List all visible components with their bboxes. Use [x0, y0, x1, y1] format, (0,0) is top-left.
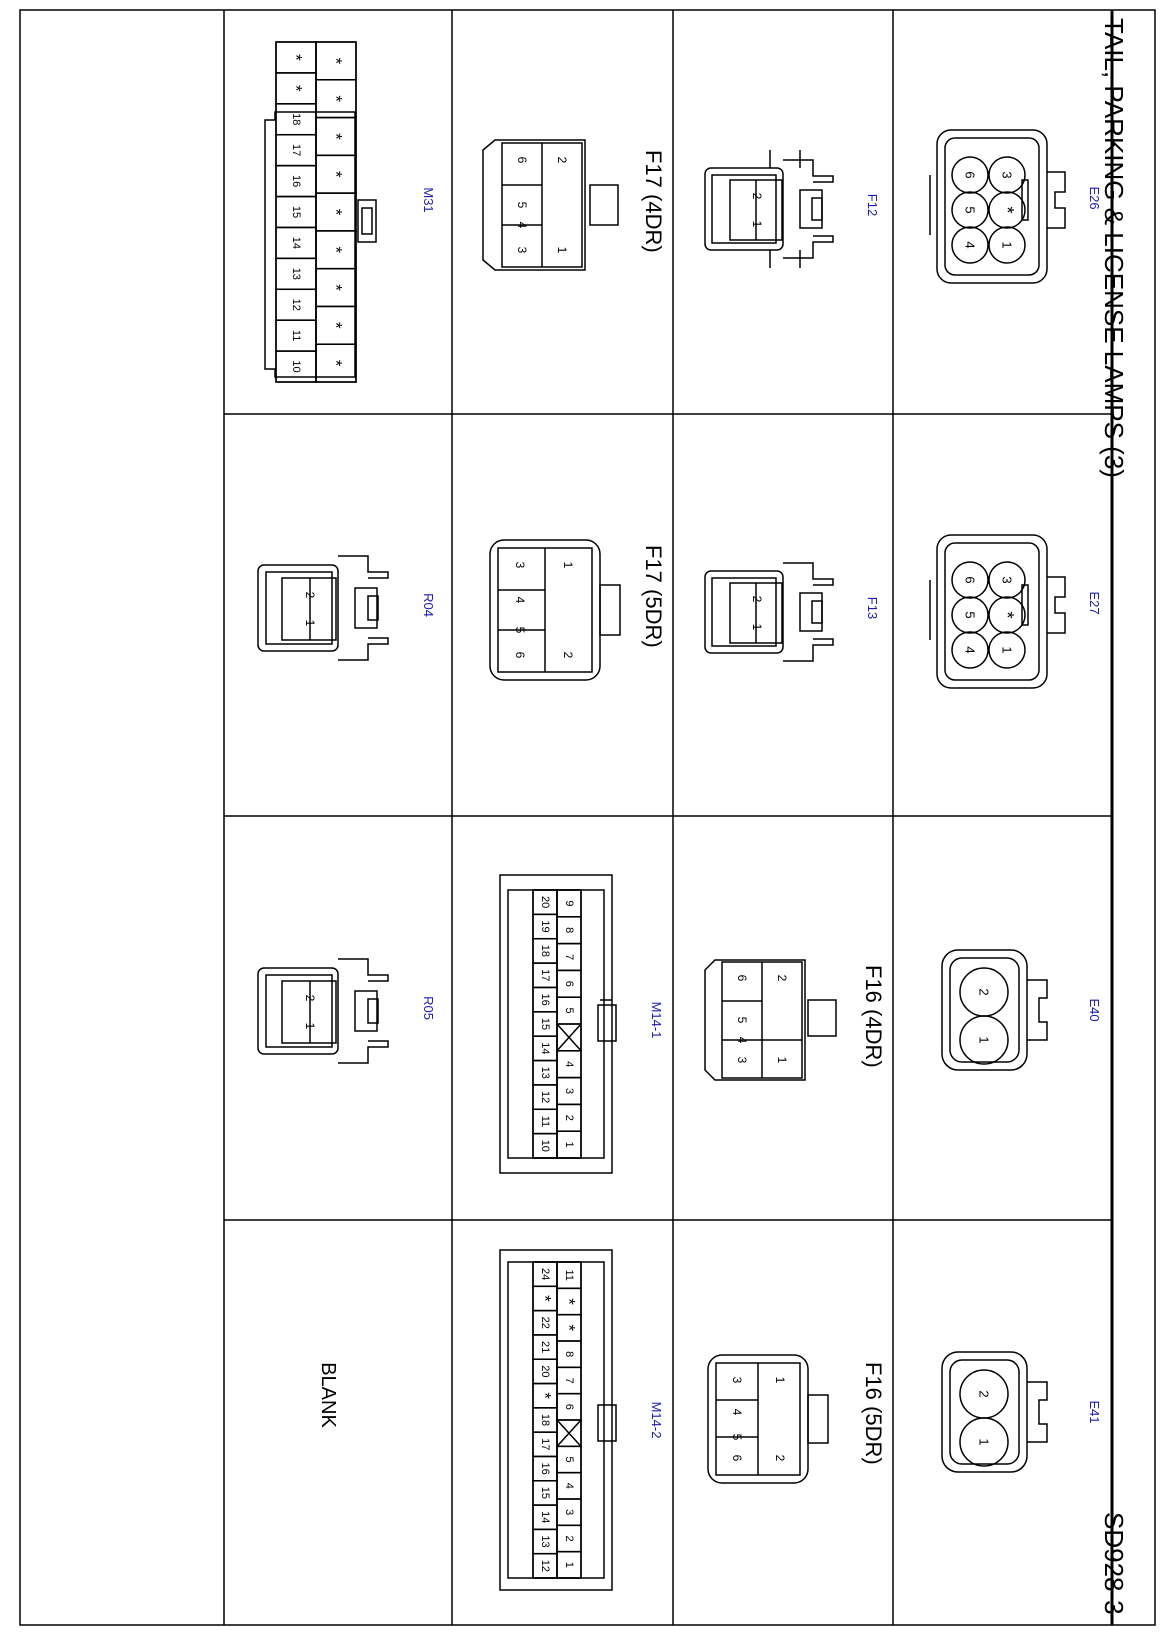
pin-label: 2: [750, 595, 764, 603]
pin-label: 10: [539, 1139, 551, 1152]
pin-label: 19: [539, 920, 551, 933]
pin-label: *: [326, 57, 346, 65]
pin-label: *: [326, 284, 346, 291]
connector-f16-5dr: [708, 1355, 886, 1483]
pin-label: 6: [513, 651, 527, 659]
page-title: TAIL, PARKING & LICENSE LAMPS (3): [1098, 18, 1129, 478]
pin-label: 12: [539, 1090, 551, 1104]
pin-label: 4: [513, 596, 527, 604]
pin-label: 3: [563, 1087, 575, 1095]
pin-label: 1: [775, 1056, 789, 1064]
pin-cells: [533, 890, 581, 1158]
connector-label-e26: E26: [1087, 186, 1102, 210]
pin-label: 24: [539, 1268, 551, 1281]
connector-f12: [705, 150, 880, 268]
pin-label: *: [326, 246, 346, 254]
pin-label: 6: [962, 171, 978, 179]
pin-label: 4: [962, 241, 978, 249]
connector-r04: [258, 556, 436, 660]
pin-label: *: [559, 1298, 579, 1305]
connector-label-f16-5dr: F16 (5DR): [861, 1362, 886, 1465]
pin-label: 8: [563, 1351, 575, 1358]
connector-label-m14-2: M14-2: [649, 1401, 664, 1439]
pin-label: 12: [290, 298, 302, 311]
pin-label: 16: [290, 174, 302, 188]
pin-label: *: [997, 206, 1017, 214]
pin-label: 4: [962, 646, 978, 654]
pin-label: 1: [563, 1141, 575, 1148]
pin-label: 1: [999, 241, 1015, 249]
connector-m31: [265, 42, 436, 382]
pin-label: 5: [563, 1456, 575, 1463]
pin-label: *: [997, 611, 1017, 619]
connector-label-e40: E40: [1087, 998, 1102, 1022]
pin-label: 11: [290, 329, 302, 342]
pin-label: 13: [290, 267, 302, 280]
connector-e27: [930, 535, 1102, 688]
pin-label: 1: [976, 1036, 992, 1044]
pin-cells: [276, 42, 356, 382]
pin-label: 4: [515, 221, 529, 229]
pin-label: 5: [962, 611, 978, 619]
connector-label-e41: E41: [1087, 1400, 1102, 1424]
page-frame: [20, 10, 1155, 1625]
pin-label: 9: [563, 900, 575, 907]
pin-label: 6: [730, 1454, 744, 1462]
connector-label-r05: R05: [421, 996, 436, 1020]
pin-label: 6: [563, 980, 575, 987]
pin-label: 1: [303, 1022, 317, 1030]
pin-label: 1: [750, 623, 764, 631]
pin-label: *: [326, 322, 346, 329]
pin-label: 21: [539, 1340, 551, 1354]
cross-mark: [557, 1024, 581, 1051]
pin-label: 15: [539, 1486, 551, 1500]
pin-label: 2: [563, 1114, 575, 1121]
pin-label: 1: [999, 646, 1015, 654]
pin-label: 20: [539, 896, 551, 909]
connector-e40: [942, 950, 1102, 1070]
pin-label: 2: [303, 591, 317, 599]
pin-label: 20: [539, 1365, 551, 1378]
pin-label: 7: [563, 953, 575, 961]
pin-label: 4: [563, 1061, 575, 1068]
pin-label: 18: [539, 1413, 551, 1427]
pin-label: 2: [976, 988, 992, 996]
pin-label: 11: [539, 1115, 551, 1128]
pin-label: 2: [976, 1390, 992, 1398]
connector-r05: [258, 959, 436, 1063]
pin-label: *: [559, 1324, 579, 1332]
pin-label: 2: [561, 651, 575, 659]
pin-label: 3: [515, 246, 529, 254]
pin-label: 5: [735, 1016, 749, 1024]
pin-label: *: [535, 1392, 555, 1400]
pin-label: *: [286, 85, 306, 92]
pin-label: 6: [962, 576, 978, 584]
pin-label: 5: [513, 626, 527, 634]
pin-label: 3: [735, 1056, 749, 1064]
pin-label: *: [535, 1295, 555, 1302]
pin-label: 16: [539, 993, 551, 1006]
pin-label: 3: [730, 1376, 744, 1384]
pin-label: 1: [303, 619, 317, 627]
pin-label: 6: [563, 1403, 575, 1410]
pin-label: 6: [735, 974, 749, 982]
pin-label: 1: [773, 1376, 787, 1384]
connector-label-f17-5dr: F17 (5DR): [641, 545, 666, 648]
pin-label: 4: [730, 1408, 744, 1416]
pin-label: 18: [290, 113, 302, 126]
pin-label: 2: [773, 1454, 787, 1462]
pin-label: 17: [539, 1438, 551, 1451]
pin-label: 2: [563, 1535, 575, 1542]
connector-label-e27: E27: [1087, 591, 1102, 615]
pin-label: 5: [563, 1007, 575, 1014]
grid: [20, 10, 1155, 1625]
pin-label: 4: [735, 1036, 749, 1044]
pin-label: 2: [303, 994, 317, 1002]
pin-label: *: [326, 170, 346, 178]
pin-label: 1: [563, 1561, 575, 1568]
connector-f13: [705, 563, 880, 661]
pin-label: 1: [555, 246, 569, 254]
connector-label-f17-4dr: F17 (4DR): [641, 150, 666, 253]
pin-label: 7: [563, 1377, 575, 1384]
sheet-code: SD928-3: [1098, 1512, 1129, 1615]
pin-label: *: [326, 359, 346, 367]
pin-label: *: [286, 54, 306, 61]
connector-e41: [942, 1352, 1102, 1472]
pin-label: 3: [513, 561, 527, 569]
pin-label: 2: [555, 156, 569, 164]
cross-mark: [557, 1420, 581, 1446]
pin-label: 5: [730, 1433, 744, 1441]
pin-label: 11: [563, 1269, 575, 1281]
pin-label: 3: [563, 1509, 575, 1516]
pin-label: 2: [750, 192, 764, 200]
connector-f16-4dr: [705, 960, 886, 1080]
blank-label: BLANK: [317, 1362, 339, 1428]
pin-label: *: [326, 208, 346, 216]
pin-label: 22: [539, 1316, 551, 1329]
pin-label: 16: [539, 1462, 551, 1475]
connector-label-f13: F13: [865, 596, 880, 620]
pin-label: 13: [539, 1066, 551, 1079]
pin-label: 17: [290, 144, 302, 157]
pin-label: 5: [515, 201, 529, 209]
pin-label: 1: [750, 220, 764, 228]
pin-label: 3: [999, 576, 1015, 584]
pin-label: 15: [290, 205, 302, 219]
pin-label: 8: [563, 927, 575, 934]
pin-label: 12: [539, 1559, 551, 1572]
pin-label: *: [326, 95, 346, 102]
pin-label: 4: [563, 1482, 575, 1489]
pin-label: 15: [539, 1017, 551, 1031]
pin-label: 10: [290, 360, 302, 373]
pin-label: 13: [539, 1535, 551, 1548]
pin-label: 2: [775, 974, 789, 982]
pin-label: 14: [539, 1511, 551, 1524]
pin-label: *: [326, 133, 346, 140]
connector-e26: [930, 130, 1102, 283]
connector-m14-2: [500, 1250, 664, 1590]
pin-label: 6: [515, 156, 529, 164]
connector-f17-5dr: [490, 540, 666, 680]
pin-label: 1: [976, 1438, 992, 1446]
pin-label: 3: [999, 171, 1015, 179]
pin-label: 17: [539, 969, 551, 982]
connector-label-f12: F12: [865, 193, 880, 217]
pin-label: 5: [962, 206, 978, 214]
connector-f17-4dr: [483, 140, 666, 270]
connector-label-m31: M31: [421, 187, 436, 213]
connector-label-r04: R04: [421, 593, 436, 617]
pin-cells: [533, 1262, 581, 1578]
pin-label: 14: [539, 1042, 551, 1055]
pin-label: 18: [539, 944, 551, 958]
pin-label: 14: [290, 236, 302, 250]
connector-m14-1: [500, 875, 664, 1173]
pin-label: 1: [561, 561, 575, 569]
connector-label-f16-4dr: F16 (4DR): [861, 965, 886, 1068]
connector-label-m14-1: M14-1: [649, 1001, 664, 1039]
